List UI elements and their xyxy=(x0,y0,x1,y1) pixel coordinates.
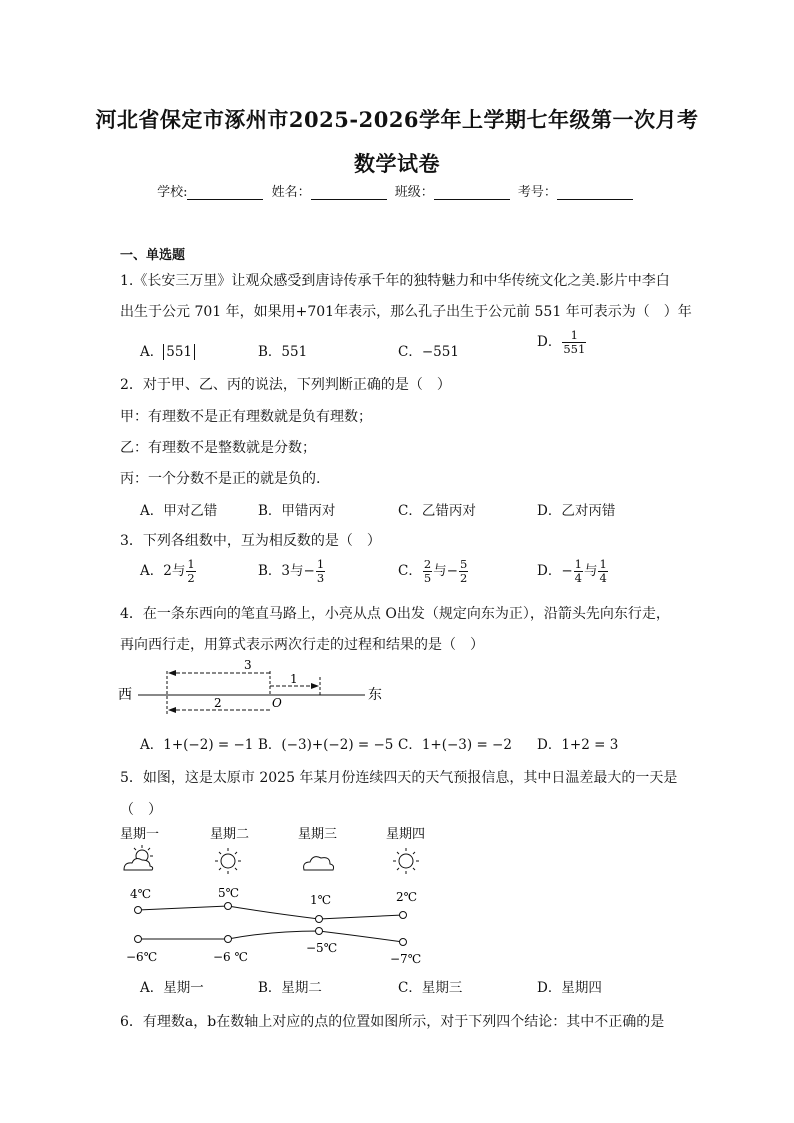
q5-weather-figure xyxy=(110,818,440,970)
q6-stem-line1: 6．有理数a，b在数轴上对应的点的位置如图所示，对于下列四个结论：其中不正确的是 xyxy=(120,1014,665,1030)
high-point-2 xyxy=(225,903,232,910)
q5-option-d: D．星期四 xyxy=(537,980,602,996)
length-2-label: 2 xyxy=(214,696,222,710)
length-1-label: 1 xyxy=(290,672,298,686)
exam-subtitle: 数学试卷 xyxy=(354,151,440,176)
partly-cloudy-icon xyxy=(124,845,153,870)
q1-stem-line2: 出生于公元 701 年，如果用+701年表示，那么孔子出生于公元前 551 年可表示为（ ）年 xyxy=(120,304,692,320)
name-blank xyxy=(311,185,387,200)
q4-option-b: B．(−3)+(−2) = −5 xyxy=(258,737,394,753)
q3-option-a: A．2与 $\frac{1}{2}$ xyxy=(140,557,195,585)
school-blank xyxy=(187,185,263,200)
q2-statement-jia: 甲：有理数不是正有理数就是负有理数； xyxy=(120,409,372,425)
name-label: 姓名： xyxy=(271,185,311,200)
high-label-4: 2℃ xyxy=(396,890,418,904)
sun-icon xyxy=(393,848,419,874)
high-label-2: 5℃ xyxy=(218,886,240,900)
q3-option-d: D．− $\frac{1}{4}$ 与 $\frac{1}{4}$ xyxy=(537,557,607,585)
sun-icon xyxy=(215,848,241,874)
q4-option-d: D．1+2 = 3 xyxy=(537,737,619,753)
q2-option-a: A．甲对乙错 xyxy=(140,503,218,519)
q1-option-b: B．551 xyxy=(258,344,308,360)
q2-option-c: C．乙错丙对 xyxy=(398,503,476,519)
q2-option-d: D．乙对丙错 xyxy=(537,503,616,519)
q5-option-b: B．星期二 xyxy=(258,980,322,996)
low-label-4: −7℃ xyxy=(390,952,422,966)
q2-statement-yi: 乙：有理数不是整数就是分数； xyxy=(120,440,316,456)
q1-option-d: D． $\frac{1}{551}$ xyxy=(537,328,586,356)
day-label-2: 星期二 xyxy=(210,827,250,842)
class-blank xyxy=(434,185,510,200)
q2-statement-bing: 丙：一个分数不是正的就是负的. xyxy=(120,471,321,487)
q2-stem: 2．对于甲、乙、丙的说法，下列判断正确的是（ ） xyxy=(120,377,451,393)
q5-option-a: A．星期一 xyxy=(140,980,204,996)
section-title: 一、单选题 xyxy=(120,248,186,263)
exam-number-label: 考号： xyxy=(517,185,557,200)
exam-number-blank xyxy=(557,185,633,200)
class-label: 班级： xyxy=(394,185,434,200)
q4-number-line-figure xyxy=(110,655,400,725)
q5-stem-line2: （ ） xyxy=(120,802,162,818)
exam-title: 河北省保定市涿州市2025-2026学年上学期七年级第一次月考 xyxy=(95,107,699,132)
q4-stem-line2: 再向西行走，用算式表示两次行走的过程和结果的是（ ） xyxy=(120,637,484,653)
q4-stem-line1: 4．在一条东西向的笔直马路上，小亮从点 O出发（规定向东为正），沿箭头先向东行走， xyxy=(120,606,670,622)
high-point-3 xyxy=(316,916,323,923)
day-label-3: 星期三 xyxy=(298,827,338,842)
low-label-2: −6 ℃ xyxy=(213,950,248,964)
q5-stem-line1: 5．如图，这是太原市 2025 年某月份连续四天的天气预报信息，其中日温差最大的一天是 xyxy=(120,770,678,786)
q2-option-b: B．甲错丙对 xyxy=(258,503,336,519)
low-point-3 xyxy=(316,928,323,935)
q3-option-c: C． $\frac{2}{5}$ 与− $\frac{5}{2}$ xyxy=(398,557,468,585)
low-temperature-curve xyxy=(138,931,403,942)
length-3-label: 3 xyxy=(244,658,252,672)
abs-value: 551 xyxy=(163,344,195,360)
q3-option-b: B．3与− $\frac{1}{3}$ xyxy=(258,557,325,585)
low-point-4 xyxy=(400,939,407,946)
high-label-3: 1℃ xyxy=(310,893,332,907)
q1-stem-line1: 1.《长安三万里》让观众感受到唐诗传承千年的独特魅力和中华传统文化之美.影片中李白 xyxy=(120,273,670,289)
origin-label: O xyxy=(272,696,282,710)
low-label-3: −5℃ xyxy=(306,941,338,955)
q5-option-c: C．星期三 xyxy=(398,980,463,996)
west-label: 西 xyxy=(118,687,132,703)
low-label-1: −6℃ xyxy=(126,950,158,964)
east-label: 东 xyxy=(368,687,382,703)
high-label-1: 4℃ xyxy=(130,887,152,901)
cloud-icon xyxy=(304,857,334,870)
student-info-row xyxy=(0,181,794,200)
q1-option-a: A． 551 xyxy=(140,340,195,360)
q1-option-c: C．−551 xyxy=(398,344,459,360)
q4-option-a: A．1+(−2) = −1 xyxy=(140,737,254,753)
q3-stem: 3．下列各组数中，互为相反数的是（ ） xyxy=(120,533,381,549)
high-point-1 xyxy=(135,907,142,914)
q4-option-c: C．1+(−3) = −2 xyxy=(398,737,512,753)
day-label-1: 星期一 xyxy=(120,827,160,842)
high-temperature-curve xyxy=(138,906,403,919)
low-point-2 xyxy=(225,936,232,943)
school-label: 学校: xyxy=(157,185,188,200)
high-point-4 xyxy=(400,912,407,919)
low-point-1 xyxy=(135,936,142,943)
day-label-4: 星期四 xyxy=(386,827,426,842)
